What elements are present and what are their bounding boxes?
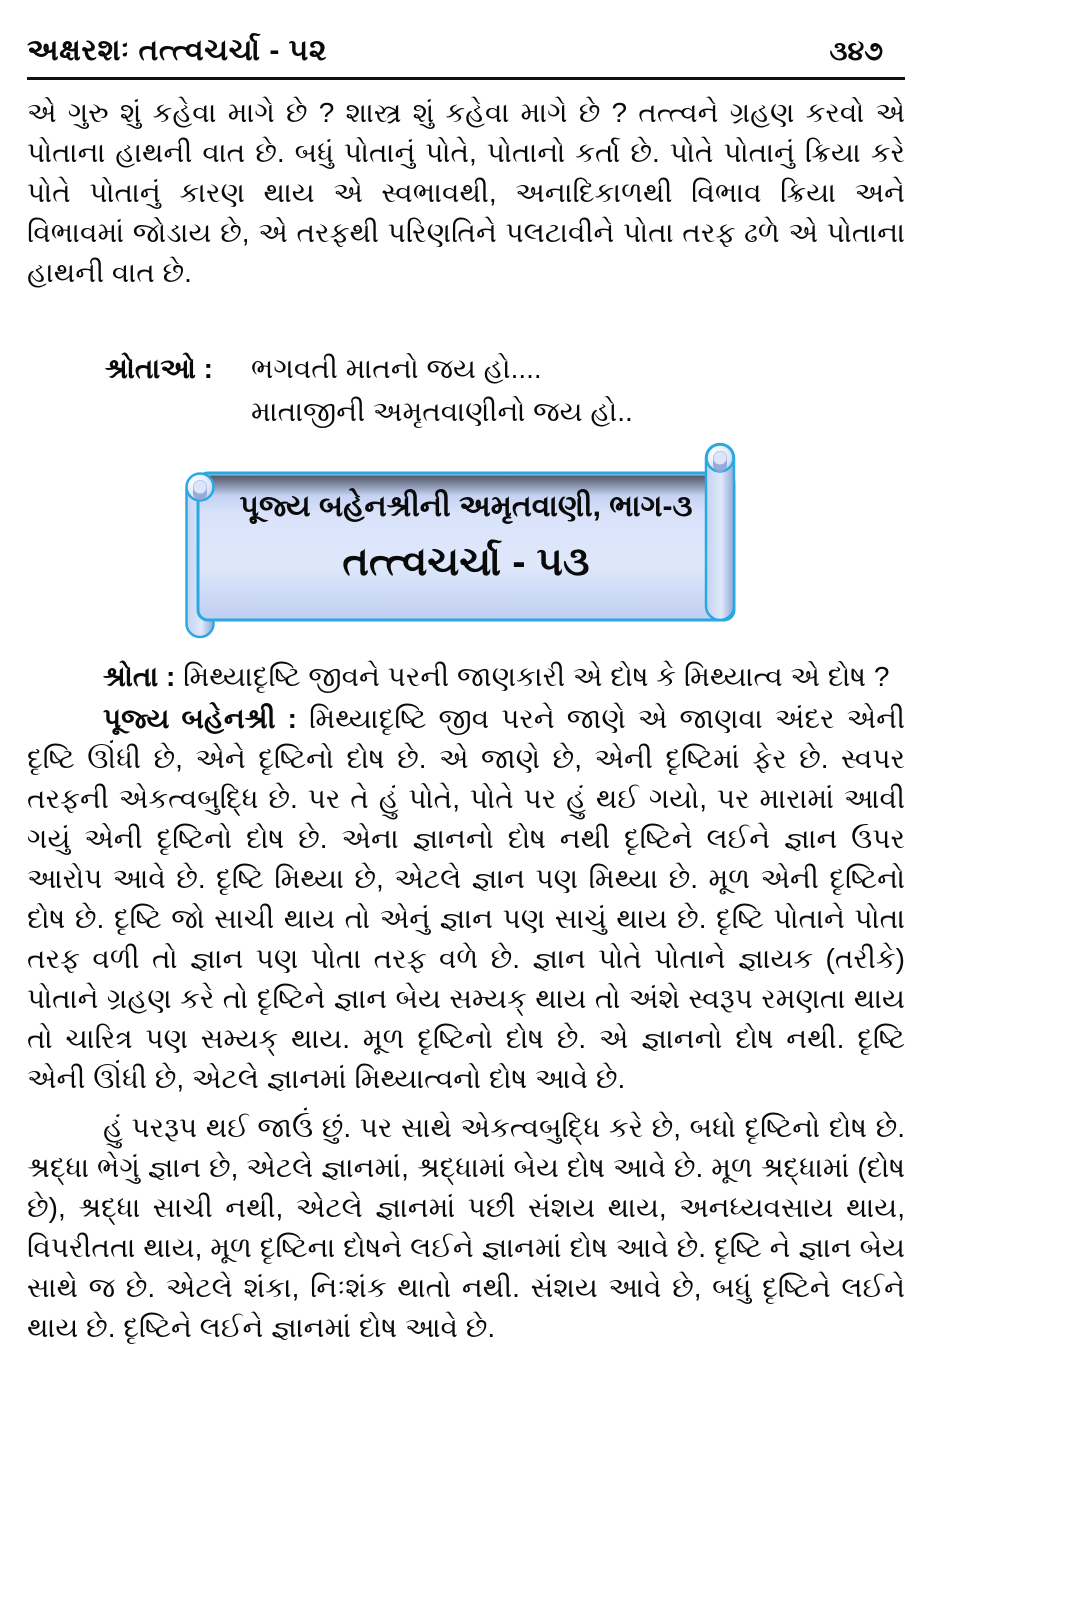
audience-label: શ્રોતાઓ : <box>105 353 213 384</box>
scroll-banner <box>183 437 749 641</box>
answer-speaker-label: પૂજ્ય બહેનશ્રી : <box>103 703 297 734</box>
banner-text <box>199 487 733 591</box>
banner-title: પૂજ્ય બહેનશ્રીની અમૃતવાણી, ભાગ-૩ <box>239 490 693 523</box>
question-text: મિથ્યાદૃષ્ટિ જીવને પરની જાણકારી એ દોષ કે મિથ્યાત્વ એ દોષ ? <box>175 661 890 692</box>
question-speaker-label: શ્રોતા : <box>103 661 176 692</box>
audience-lines <box>251 347 633 433</box>
closing-paragraph: હું પરરૂપ થઈ જાઉં છું. પર સાથે એકત્વબુદ્ધિ કરે છે, બધો દૃષ્ટિનો દોષ છે. શ્રદ્ધા ભેગું જ્ઞાન છે, એટલે જ્ઞાનમાં, શ્રદ્ધામાં બેય દોષ આવે છે. મૂળ શ્રદ્ધામાં (દોષ છે), શ્રદ્ધા સાચી નથી, એટલે જ્ઞાનમાં પછી સંશય થાય, અનધ્યવસાય થાય, વિપરીતતા થાય, મૂળ દૃષ્ટિના દોષને લઈને જ્ઞાનમાં દોષ આવે છે. દૃષ્ટિ ને જ્ઞાન બેય સાથે જ છે. એટલે શંકા, નિઃશંક થાતો નથી. સંશય આવે છે, બધું દૃષ્ટિને લઈને થાય છે. દૃષ્ટિને લઈને જ્ઞાનમાં દોષ આવે છે. <box>27 1112 905 1343</box>
audience-chant-line: ભગવતી માતનો જય હો.... <box>251 353 542 384</box>
page-header <box>27 0 905 80</box>
page-number: ૩૪૭ <box>829 36 883 66</box>
audience-chant-section <box>27 347 905 433</box>
audience-chant-line: માતાજીની અમૃતવાણીનો જય હો.. <box>251 396 633 427</box>
running-header-title: અક્ષરશઃ તત્ત્વચર્ચા - ૫૨ <box>27 34 328 67</box>
banner-subtitle: તત્ત્વચર્ચા - ૫૩ <box>342 540 590 584</box>
answer-paragraph <box>27 699 905 1099</box>
text-column <box>27 0 905 1348</box>
answer-text: મિથ્યાદૃષ્ટિ જીવ પરને જાણે એ જાણવા અંદર એની દૃષ્ટિ ઊંધી છે, એને દૃષ્ટિનો દોષ છે. એ જાણે છે, એની દૃષ્ટિમાં ફેર છે. સ્વપર તરફની એકત્વબુદ્ધિ છે. પર તે હું પોતે, પોતે પર હું થઈ ગયો, પર મારામાં આવી ગયું એની દૃષ્ટિનો દોષ છે. એના જ્ઞાનનો દોષ નથી દૃષ્ટિને લઈને જ્ઞાન ઉપર આરોપ આવે છે. દૃષ્ટિ મિથ્યા છે, એટલે જ્ઞાન પણ મિથ્યા છે. મૂળ એની દૃષ્ટિનો દોષ છે. દૃષ્ટિ જો સાચી થાય તો એનું જ્ઞાન પણ સાચું થાય છે. દૃષ્ટિ પોતાને પોતા તરફ વળી તો જ્ઞાન પણ પોતા તરફ વળે છે. જ્ઞાન પોતે પોતાને જ્ઞાયક (તરીકે) પોતાને ગ્રહણ કરે તો દૃષ્ટિને જ્ઞાન બેય સમ્યક્ થાય તો અંશે સ્વરૂપ રમણતા થાય તો ચારિત્ર પણ સમ્યક્ થાય. મૂળ દૃષ્ટિનો દોષ છે. એ જ્ઞાનનો દોષ નથી. દૃષ્ટિ એની ઊંધી છે, એટલે જ્ઞાનમાં મિથ્યાત્વનો દોષ આવે છે. <box>27 703 905 1094</box>
intro-paragraph: એ ગુરુ શું કહેવા માગે છે ? શાસ્ત્ર શું કહેવા માગે છે ? તત્ત્વને ગ્રહણ કરવો એ પોતાના હાથની વાત છે. બધું પોતાનું પોતે, પોતાનો કર્તા છે. પોતે પોતાનું ક્રિયા કરે પોતે પોતાનું કારણ થાય એ સ્વભાવથી, અનાદિકાળથી વિભાવ ક્રિયા અને વિભાવમાં જોડાય છે, એ તરફથી પરિણતિને પલટાવીને પોતા તરફ ઢળે એ પોતાના હાથની વાત છે. <box>27 97 905 288</box>
question-line <box>27 657 905 697</box>
